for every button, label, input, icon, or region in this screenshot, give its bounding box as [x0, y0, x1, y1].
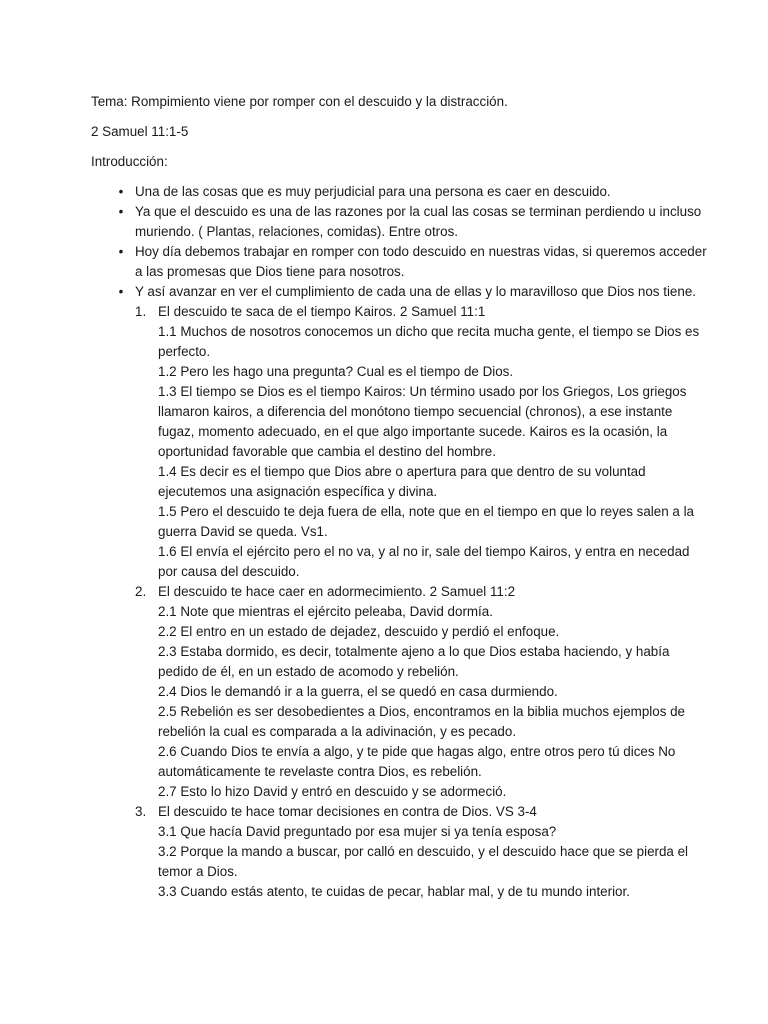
bullet-text: Una de las cosas que es muy perjudicial para una persona es caer en descuido. — [135, 184, 611, 199]
point-text: 3.2 Porque la mando a buscar, por calló en descuido, y el descuido hace que se pierda el — [158, 844, 689, 859]
sermon-point-3 — [91, 802, 689, 902]
point-text: automáticamente te revelaste contra Dios, es rebelión. — [158, 764, 482, 779]
introduccion-heading: Introducción: — [91, 154, 168, 169]
point-text: 3.3 Cuando estás atento, te cuidas de pecar, hablar mal, y de tu mundo interior. — [158, 884, 630, 899]
point-text: 1.2 Pero les hago una pregunta? Cual es el tiempo de Dios. — [158, 364, 514, 379]
bullet-item — [91, 202, 702, 242]
point-heading: El descuido te hace caer en adormecimiento. 2 Samuel 11:2 — [158, 584, 516, 599]
bullet-item — [91, 182, 678, 202]
point-text: 2.7 Esto lo hizo David y entró en descuido y se adormeció. — [158, 784, 507, 799]
bullet-icon: • — [118, 204, 124, 219]
tema-line: Tema: Rompimiento viene por romper con el descuido y la distracción. — [91, 94, 508, 109]
point-text: 1.6 El envía el ejército pero el no va, y al no ir, sale del tiempo Kairos, y entra en necedad — [158, 544, 690, 559]
point-number: 1. — [135, 304, 147, 319]
point-text: rebelión la cual es comparada a la adivinación, y es pecado. — [158, 724, 517, 739]
point-text: 1.4 Es decir es el tiempo que Dios abre o apertura para que dentro de su voluntad — [158, 464, 646, 479]
point-text: llamaron kairos, a diferencia del monótono tiempo secuencial (chronos), a ese instante — [158, 404, 673, 419]
sermon-point-1 — [91, 302, 700, 582]
point-text: pedido de él, en un estado de acomodo y rebelión. — [158, 664, 459, 679]
bullet-text: Hoy día debemos trabajar en romper con todo descuido en nuestras vidas, si queremos acceder — [135, 244, 707, 259]
point-text: 2.3 Estaba dormido, es decir, totalmente ajeno a lo que Dios estaba haciendo, y había — [158, 644, 670, 659]
point-text: perfecto. — [158, 344, 211, 359]
point-text: 2.5 Rebelión es ser desobedientes a Dios, encontramos en la biblia muchos ejemplos de — [158, 704, 686, 719]
bullet-text: a las promesas que Dios tiene para nosotros. — [135, 264, 405, 279]
bullet-item — [91, 282, 696, 302]
point-text: 2.6 Cuando Dios te envía a algo, y te pide que hagas algo, entre otros pero tú dices No — [158, 744, 676, 759]
point-heading: El descuido te hace tomar decisiones en contra de Dios. VS 3-4 — [158, 804, 537, 819]
sermon-point-2 — [91, 582, 686, 802]
intro-bullet-list — [91, 182, 707, 302]
point-text: 1.3 El tiempo se Dios es el tiempo Kairos: Un término usado por los Griegos, Los griegos — [158, 384, 687, 399]
point-text: 2.4 Dios le demandó ir a la guerra, el se quedó en casa durmiendo. — [158, 684, 558, 699]
point-number: 2. — [135, 584, 147, 599]
bullet-icon: • — [118, 184, 124, 199]
sermon-points-list — [91, 302, 700, 902]
point-text: fugaz, momento adecuado, en el que algo importante sucede. Kairos es la ocasión, la — [158, 424, 668, 439]
point-text: guerra David se queda. Vs1. — [158, 524, 328, 539]
point-number: 3. — [135, 804, 147, 819]
point-heading: El descuido te saca de el tiempo Kairos. 2 Samuel 11:1 — [158, 304, 486, 319]
point-text: 2.1 Note que mientras el ejército peleaba, David dormía. — [158, 604, 493, 619]
point-text: por causa del descuido. — [158, 564, 300, 579]
bullet-icon: • — [118, 284, 124, 299]
bullet-icon: • — [118, 244, 124, 259]
scripture-reference: 2 Samuel 11:1-5 — [91, 124, 189, 139]
point-text: ejecutemos una asignación específica y divina. — [158, 484, 438, 499]
bullet-text: muriendo. ( Plantas, relaciones, comidas). Entre otros. — [135, 224, 459, 239]
bullet-item — [91, 242, 707, 282]
point-text: 1.5 Pero el descuido te deja fuera de ella, note que en el tiempo en que lo reyes salen a la — [158, 504, 694, 519]
bullet-text: Ya que el descuido es una de las razones por la cual las cosas se terminan perdiendo u incluso — [135, 204, 702, 219]
point-text: 3.1 Que hacía David preguntado por esa mujer si ya tenía esposa? — [158, 824, 557, 839]
point-text: 2.2 El entro en un estado de dejadez, descuido y perdió el enfoque. — [158, 624, 560, 639]
point-text: oportunidad favorable que cambia el destino del hombre. — [158, 444, 496, 459]
point-text: 1.1 Muchos de nosotros conocemos un dicho que recita mucha gente, el tiempo se Dios es — [158, 324, 700, 339]
bullet-text: Y así avanzar en ver el cumplimiento de cada una de ellas y lo maravilloso que Dios nos tiene. — [135, 284, 696, 299]
point-text: temor a Dios. — [158, 864, 238, 879]
